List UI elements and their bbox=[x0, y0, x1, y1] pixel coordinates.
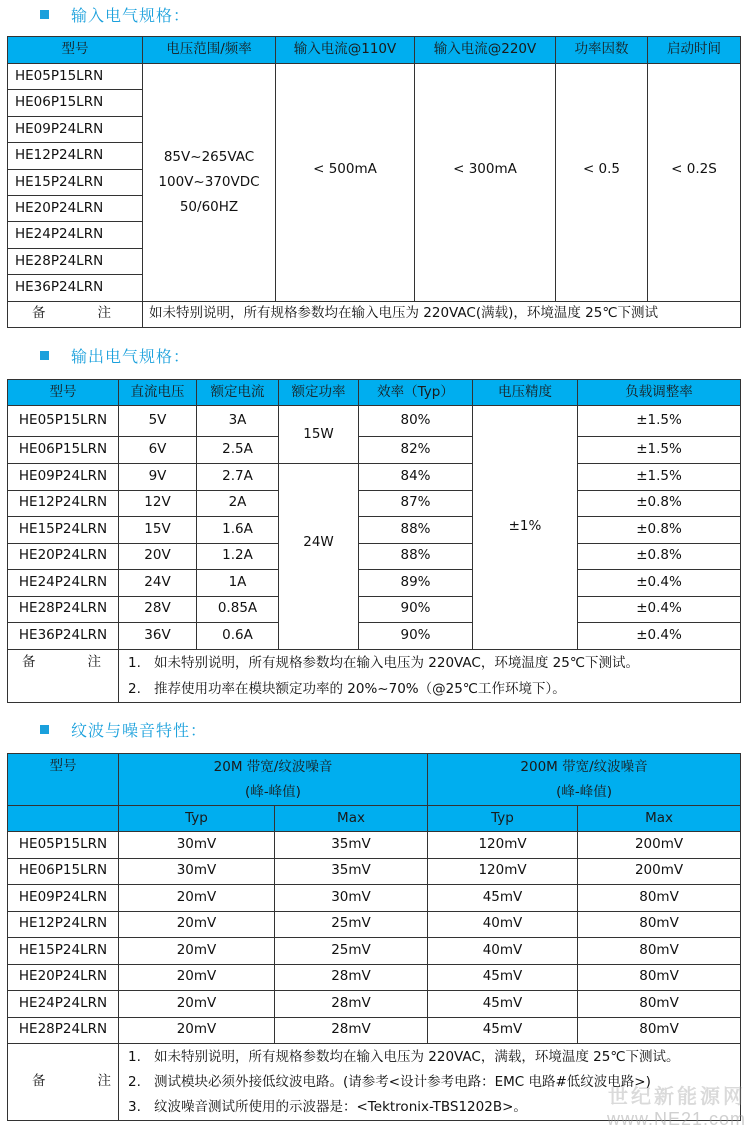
voltage-cell: 24V bbox=[119, 570, 197, 597]
model-cell: HE06P15LRN bbox=[8, 90, 143, 116]
header-20m-typ: Typ bbox=[119, 806, 275, 832]
note-row bbox=[8, 649, 741, 702]
model-cell: HE24P24LRN bbox=[8, 991, 119, 1018]
efficiency-cell: 84% bbox=[359, 464, 473, 491]
voltage-cell: 28V bbox=[119, 596, 197, 623]
header-200m-typ: Typ bbox=[428, 806, 578, 832]
max-200m-cell: 80mV bbox=[578, 911, 741, 938]
table-row bbox=[8, 1017, 741, 1044]
max-20m-cell: 28mV bbox=[275, 964, 428, 991]
table-row bbox=[8, 938, 741, 965]
table-row bbox=[8, 570, 741, 597]
note-number: 3. bbox=[128, 1098, 141, 1115]
section-title-output bbox=[40, 343, 190, 367]
current-220v-cell: < 300mA bbox=[415, 64, 556, 302]
typ-200m-cell: 45mV bbox=[428, 1017, 578, 1044]
typ-200m-cell: 120mV bbox=[428, 832, 578, 859]
power-factor-cell: < 0.5 bbox=[556, 64, 648, 302]
max-200m-cell: 200mV bbox=[578, 858, 741, 885]
load-regulation-cell: ±0.4% bbox=[578, 570, 741, 597]
square-bullet-icon bbox=[40, 725, 49, 734]
voltage-cell: 15V bbox=[119, 517, 197, 544]
model-cell: HE05P15LRN bbox=[8, 832, 119, 859]
max-20m-cell: 28mV bbox=[275, 1017, 428, 1044]
header-model: 型号 bbox=[8, 380, 119, 406]
load-regulation-cell: ±0.4% bbox=[578, 596, 741, 623]
model-cell: HE24P24LRN bbox=[8, 222, 143, 248]
typ-200m-cell: 40mV bbox=[428, 938, 578, 965]
typ-200m-cell: 120mV bbox=[428, 858, 578, 885]
voltage-range-ac: 85V~265VAC bbox=[163, 148, 255, 165]
current-cell: 0.6A bbox=[197, 623, 279, 650]
note-text: 如未特别说明，所有规格参数均在输入电压为 220VAC(满载)，环境温度 25℃下测试 bbox=[143, 301, 741, 327]
section-title-ripple bbox=[40, 717, 207, 741]
current-110v-cell: < 500mA bbox=[276, 64, 415, 302]
current-cell: 1.6A bbox=[197, 517, 279, 544]
header-20m-group bbox=[119, 754, 428, 806]
note-item bbox=[128, 1070, 740, 1095]
max-200m-cell: 80mV bbox=[578, 885, 741, 912]
load-regulation-cell: ±1.5% bbox=[578, 406, 741, 437]
header-voltage-range: 电压范围/频率 bbox=[143, 37, 276, 64]
load-regulation-cell: ±1.5% bbox=[578, 437, 741, 464]
current-cell: 2.7A bbox=[197, 464, 279, 491]
section-title-input bbox=[40, 2, 190, 26]
header-dc-voltage: 直流电压 bbox=[119, 380, 197, 406]
model-cell: HE05P15LRN bbox=[8, 406, 119, 437]
table-row bbox=[8, 464, 741, 491]
note-label bbox=[8, 1044, 119, 1121]
watermark-text: 世纪新能源网 bbox=[608, 1084, 746, 1108]
max-20m-cell: 30mV bbox=[275, 885, 428, 912]
section-title-text: 输入电气规格： bbox=[71, 5, 191, 25]
note-item bbox=[128, 650, 740, 676]
efficiency-cell: 80% bbox=[359, 406, 473, 437]
section-title-text: 纹波与噪音特性： bbox=[71, 720, 208, 740]
table-row bbox=[8, 517, 741, 544]
note-item bbox=[128, 676, 740, 702]
efficiency-cell: 90% bbox=[359, 623, 473, 650]
note-label-char: 备 bbox=[32, 305, 46, 322]
note-text: 推荐使用功率在模块额定功率的 20%~70%（@25℃工作环境下）。 bbox=[154, 680, 566, 697]
typ-200m-cell: 45mV bbox=[428, 885, 578, 912]
header-current-110v: 输入电流@110V bbox=[276, 37, 415, 64]
frequency: 50/60HZ bbox=[179, 198, 239, 215]
model-cell: HE06P15LRN bbox=[8, 437, 119, 464]
model-cell: HE05P15LRN bbox=[8, 64, 143, 90]
typ-20m-cell: 20mV bbox=[119, 991, 275, 1018]
table-row bbox=[8, 64, 741, 90]
table-header-row bbox=[8, 37, 741, 64]
typ-20m-cell: 20mV bbox=[119, 938, 275, 965]
header-efficiency: 效率（Typ） bbox=[359, 380, 473, 406]
note-label-char: 注 bbox=[97, 1073, 111, 1090]
current-cell: 2A bbox=[197, 490, 279, 517]
table-header-row bbox=[8, 754, 741, 806]
max-200m-cell: 80mV bbox=[578, 938, 741, 965]
note-text: 测试模块必须外接低纹波电路。(请参考<设计参考电路：EMC 电路#低纹波电路>) bbox=[154, 1073, 651, 1090]
model-cell: HE20P24LRN bbox=[8, 195, 143, 221]
voltage-accuracy-cell: ±1% bbox=[473, 406, 578, 650]
note-label-char: 备 bbox=[22, 653, 36, 670]
note-label-char: 注 bbox=[87, 653, 101, 670]
model-cell: HE28P24LRN bbox=[8, 248, 143, 274]
typ-20m-cell: 20mV bbox=[119, 911, 275, 938]
note-text: 如未特别说明，所有规格参数均在输入电压为 220VAC，环境温度 25℃下测试。 bbox=[154, 654, 639, 671]
table-row bbox=[8, 406, 741, 437]
notes-cell bbox=[119, 1044, 741, 1121]
model-cell: HE20P24LRN bbox=[8, 543, 119, 570]
watermark-url: www.NE21.com bbox=[606, 1109, 746, 1129]
typ-20m-cell: 20mV bbox=[119, 1017, 275, 1044]
table-row bbox=[8, 596, 741, 623]
header-rated-current: 额定电流 bbox=[197, 380, 279, 406]
load-regulation-cell: ±0.8% bbox=[578, 543, 741, 570]
table-row bbox=[8, 832, 741, 859]
note-row bbox=[8, 301, 741, 327]
voltage-cell: 36V bbox=[119, 623, 197, 650]
model-cell: HE15P24LRN bbox=[8, 169, 143, 195]
voltage-cell: 12V bbox=[119, 490, 197, 517]
model-cell: HE28P24LRN bbox=[8, 1017, 119, 1044]
note-item bbox=[128, 1095, 740, 1120]
table-row bbox=[8, 437, 741, 464]
load-regulation-cell: ±0.4% bbox=[578, 623, 741, 650]
note-item bbox=[128, 1045, 740, 1070]
header-rated-power: 额定功率 bbox=[279, 380, 359, 406]
max-20m-cell: 28mV bbox=[275, 991, 428, 1018]
header-power-factor: 功率因数 bbox=[556, 37, 648, 64]
model-cell: HE09P24LRN bbox=[8, 116, 143, 142]
voltage-range-dc: 100V~370VDC bbox=[158, 173, 260, 190]
note-row bbox=[8, 1044, 741, 1121]
note-label-char: 注 bbox=[97, 305, 111, 322]
max-20m-cell: 25mV bbox=[275, 938, 428, 965]
model-cell: HE06P15LRN bbox=[8, 858, 119, 885]
current-cell: 1.2A bbox=[197, 543, 279, 570]
model-cell: HE15P24LRN bbox=[8, 938, 119, 965]
model-cell: HE24P24LRN bbox=[8, 570, 119, 597]
load-regulation-cell: ±0.8% bbox=[578, 490, 741, 517]
table-row bbox=[8, 623, 741, 650]
model-cell: HE15P24LRN bbox=[8, 517, 119, 544]
current-cell: 2.5A bbox=[197, 437, 279, 464]
table-row bbox=[8, 490, 741, 517]
typ-200m-cell: 45mV bbox=[428, 964, 578, 991]
table-subheader-row bbox=[8, 806, 741, 832]
input-spec-table bbox=[7, 36, 741, 328]
header-load-regulation: 负载调整率 bbox=[578, 380, 741, 406]
power-cell-24w: 24W bbox=[279, 464, 359, 650]
table-header-row bbox=[8, 380, 741, 406]
load-regulation-cell: ±1.5% bbox=[578, 464, 741, 491]
voltage-cell: 6V bbox=[119, 437, 197, 464]
header-current-220v: 输入电流@220V bbox=[415, 37, 556, 64]
current-cell: 3A bbox=[197, 406, 279, 437]
model-cell: HE36P24LRN bbox=[8, 623, 119, 650]
header-20m-max: Max bbox=[275, 806, 428, 832]
model-cell: HE28P24LRN bbox=[8, 596, 119, 623]
model-cell: HE36P24LRN bbox=[8, 275, 143, 301]
note-label-char: 备 bbox=[32, 1073, 46, 1090]
note-text: 纹波噪音测试所使用的示波器是：<Tektronix-TBS1202B>。 bbox=[154, 1098, 527, 1115]
note-label bbox=[8, 649, 119, 702]
max-200m-cell: 80mV bbox=[578, 991, 741, 1018]
model-cell: HE09P24LRN bbox=[8, 885, 119, 912]
header-20m-title: 20M 带宽/纹波噪音 bbox=[213, 758, 333, 775]
header-model: 型号 bbox=[8, 754, 119, 806]
model-cell: HE12P24LRN bbox=[8, 911, 119, 938]
efficiency-cell: 90% bbox=[359, 596, 473, 623]
max-20m-cell: 35mV bbox=[275, 832, 428, 859]
current-cell: 0.85A bbox=[197, 596, 279, 623]
typ-200m-cell: 40mV bbox=[428, 911, 578, 938]
max-200m-cell: 80mV bbox=[578, 964, 741, 991]
efficiency-cell: 82% bbox=[359, 437, 473, 464]
typ-200m-cell: 45mV bbox=[428, 991, 578, 1018]
header-200m-max: Max bbox=[578, 806, 741, 832]
startup-time-cell: < 0.2S bbox=[648, 64, 741, 302]
header-20m-subtitle: (峰-峰值) bbox=[245, 783, 301, 800]
typ-20m-cell: 30mV bbox=[119, 858, 275, 885]
max-200m-cell: 200mV bbox=[578, 832, 741, 859]
output-spec-table bbox=[7, 379, 741, 703]
max-20m-cell: 35mV bbox=[275, 858, 428, 885]
model-cell: HE12P24LRN bbox=[8, 490, 119, 517]
note-number: 2. bbox=[128, 680, 141, 697]
table-row bbox=[8, 858, 741, 885]
header-startup-time: 启动时间 bbox=[648, 37, 741, 64]
note-text: 如未特别说明，所有规格参数均在输入电压为 220VAC，满载，环境温度 25℃下测试。 bbox=[154, 1048, 680, 1065]
voltage-cell: 20V bbox=[119, 543, 197, 570]
note-number: 2. bbox=[128, 1073, 141, 1090]
current-cell: 1A bbox=[197, 570, 279, 597]
table-row bbox=[8, 964, 741, 991]
ripple-noise-table bbox=[7, 753, 741, 1121]
table-row bbox=[8, 543, 741, 570]
header-200m-title: 200M 带宽/纹波噪音 bbox=[520, 758, 648, 775]
header-200m-group bbox=[428, 754, 741, 806]
power-cell-15w: 15W bbox=[279, 406, 359, 464]
square-bullet-icon bbox=[40, 351, 49, 360]
voltage-range-cell bbox=[143, 64, 276, 302]
load-regulation-cell: ±0.8% bbox=[578, 517, 741, 544]
header-200m-subtitle: (峰-峰值) bbox=[556, 783, 612, 800]
voltage-cell: 9V bbox=[119, 464, 197, 491]
square-bullet-icon bbox=[40, 10, 49, 19]
header-blank bbox=[8, 806, 119, 832]
model-cell: HE20P24LRN bbox=[8, 964, 119, 991]
voltage-cell: 5V bbox=[119, 406, 197, 437]
efficiency-cell: 88% bbox=[359, 543, 473, 570]
typ-20m-cell: 30mV bbox=[119, 832, 275, 859]
model-cell: HE12P24LRN bbox=[8, 143, 143, 169]
header-voltage-accuracy: 电压精度 bbox=[473, 380, 578, 406]
section-title-text: 输出电气规格： bbox=[71, 346, 191, 366]
efficiency-cell: 87% bbox=[359, 490, 473, 517]
table-row bbox=[8, 991, 741, 1018]
efficiency-cell: 89% bbox=[359, 570, 473, 597]
notes-cell bbox=[119, 649, 741, 702]
model-cell: HE09P24LRN bbox=[8, 464, 119, 491]
typ-20m-cell: 20mV bbox=[119, 885, 275, 912]
table-row bbox=[8, 885, 741, 912]
header-model: 型号 bbox=[8, 37, 143, 64]
note-number: 1. bbox=[128, 1048, 141, 1065]
max-200m-cell: 80mV bbox=[578, 1017, 741, 1044]
typ-20m-cell: 20mV bbox=[119, 964, 275, 991]
note-number: 1. bbox=[128, 654, 141, 671]
max-20m-cell: 25mV bbox=[275, 911, 428, 938]
efficiency-cell: 88% bbox=[359, 517, 473, 544]
note-label bbox=[8, 301, 143, 327]
table-row bbox=[8, 911, 741, 938]
